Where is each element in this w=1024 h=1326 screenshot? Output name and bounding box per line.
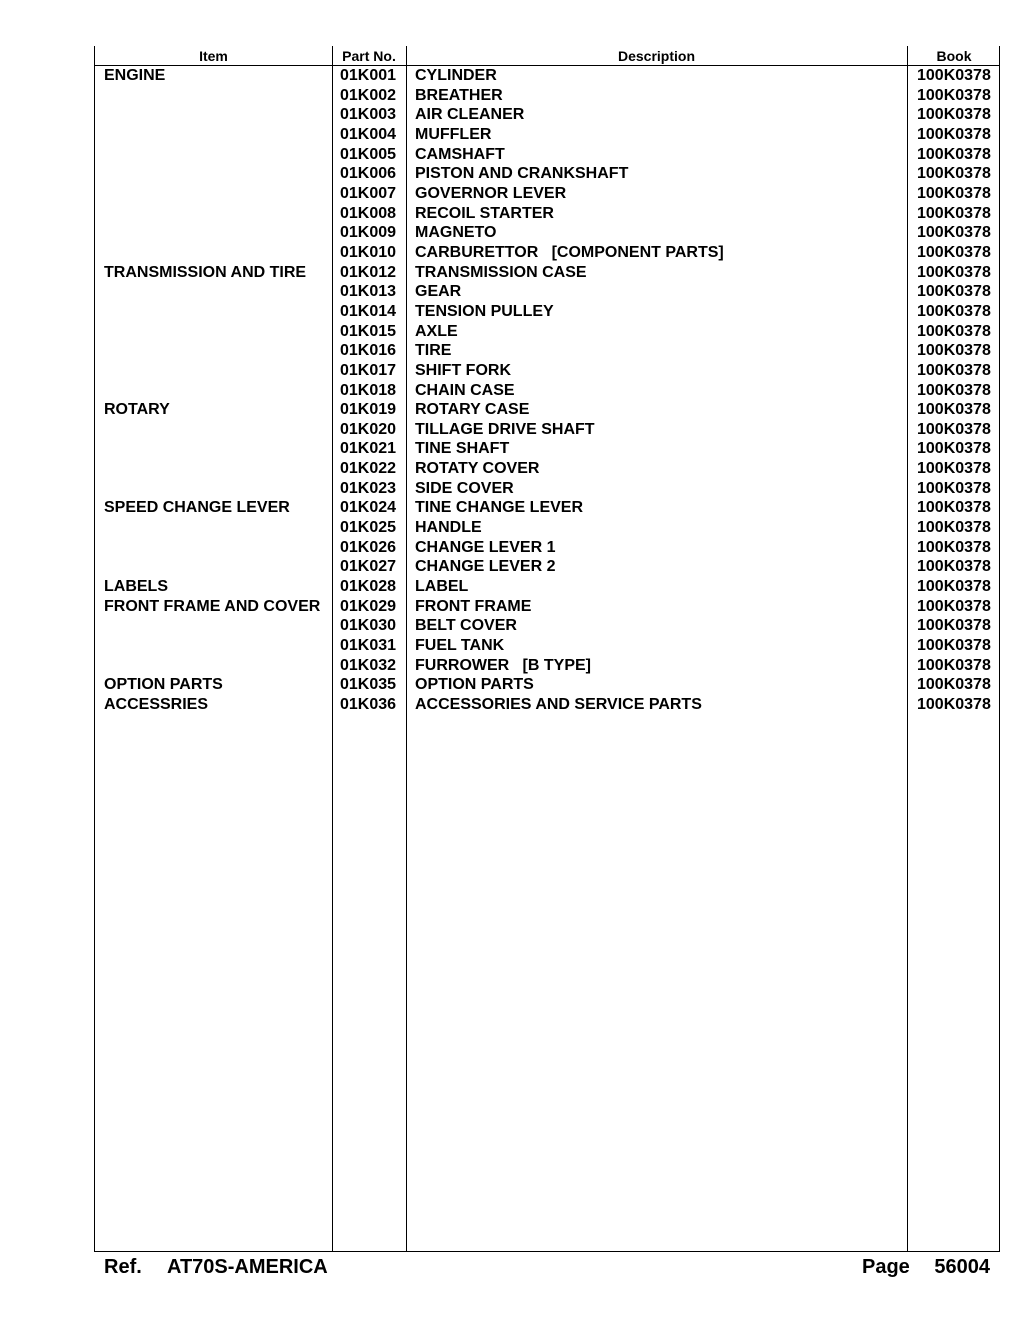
book-cell: 100K0378 (917, 538, 991, 556)
book-cell: 100K0378 (917, 243, 991, 261)
part-number-cell: 01K019 (340, 401, 397, 419)
book-cell: 100K0378 (917, 656, 991, 674)
description-cell: AIR CLEANER (415, 106, 525, 124)
book-cell: 100K0378 (917, 361, 991, 379)
description-cell: OPTION PARTS (415, 676, 534, 694)
part-number-cell: 01K008 (340, 204, 397, 222)
book-cell: 100K0378 (917, 106, 991, 124)
part-number-cell: 01K007 (340, 184, 397, 202)
item-cell: ENGINE (104, 67, 166, 84)
header-item: Item (199, 48, 228, 64)
table-row (95, 695, 999, 715)
part-number-cell: 01K004 (340, 125, 397, 143)
item-cell: ROTARY (104, 401, 170, 419)
book-cell: 100K0378 (917, 381, 991, 399)
parts-index-table (94, 46, 1000, 1252)
item-cell: ACCESSRIES (104, 696, 209, 713)
table-row (95, 577, 999, 597)
description-cell: TRANSMISSION CASE (415, 263, 587, 281)
page-label: Page (862, 1256, 910, 1278)
table-row (95, 204, 999, 224)
item-cell: OPTION PARTS (104, 676, 223, 694)
part-number-cell: 01K018 (340, 381, 397, 399)
table-row (95, 675, 999, 695)
part-number-cell: 01K012 (340, 263, 397, 281)
part-number-cell: 01K021 (340, 440, 397, 458)
description-cell: LABEL (415, 578, 469, 596)
part-number-cell: 01K003 (340, 106, 397, 124)
table-row (95, 597, 999, 617)
book-cell: 100K0378 (917, 637, 991, 655)
book-cell: 100K0378 (917, 558, 991, 576)
part-number-cell: 01K029 (340, 597, 397, 615)
part-number-cell: 01K010 (340, 243, 397, 261)
header-part-no: Part No. (342, 48, 396, 64)
book-cell: 100K0378 (917, 617, 991, 635)
part-number-cell: 01K009 (340, 224, 397, 242)
part-number-cell: 01K020 (340, 420, 397, 438)
table-row (95, 145, 999, 165)
part-number-cell: 01K027 (340, 558, 397, 576)
item-cell: SPEED CHANGE LEVER (104, 499, 290, 517)
book-cell: 100K0378 (917, 204, 991, 222)
book-cell: 100K0378 (917, 283, 991, 301)
table-row (95, 164, 999, 184)
part-number-cell: 01K030 (340, 617, 397, 635)
table-row (95, 381, 999, 401)
table-row (95, 656, 999, 676)
book-cell: 100K0378 (917, 224, 991, 242)
book-cell: 100K0378 (917, 322, 991, 340)
description-cell: GEAR (415, 283, 462, 301)
book-cell: 100K0378 (917, 578, 991, 596)
description-cell: TENSION PULLEY (415, 302, 554, 320)
book-cell: 100K0378 (917, 499, 991, 517)
part-number-cell: 01K028 (340, 578, 397, 596)
table-row (95, 66, 999, 86)
table-row (95, 341, 999, 361)
part-number-cell: 01K001 (340, 67, 397, 84)
table-row (95, 223, 999, 243)
table-row (95, 263, 999, 283)
book-cell: 100K0378 (917, 342, 991, 360)
description-cell: MUFFLER (415, 125, 492, 143)
book-cell: 100K0378 (917, 597, 991, 615)
header-book: Book (936, 48, 972, 64)
part-number-cell: 01K014 (340, 302, 397, 320)
book-cell: 100K0378 (917, 165, 991, 183)
description-cell: ACCESSORIES AND SERVICE PARTS (415, 696, 702, 713)
description-cell: FRONT FRAME (415, 597, 532, 615)
book-cell: 100K0378 (917, 263, 991, 281)
description-cell: BELT COVER (415, 617, 517, 635)
book-cell: 100K0378 (917, 479, 991, 497)
description-cell: ROTATY COVER (415, 460, 540, 478)
book-cell: 100K0378 (917, 401, 991, 419)
item-cell: FRONT FRAME AND COVER (104, 597, 321, 615)
book-cell: 100K0378 (917, 125, 991, 143)
part-number-cell: 01K006 (340, 165, 397, 183)
description-cell: ROTARY CASE (415, 401, 530, 419)
table-row (95, 86, 999, 106)
table-row (95, 459, 999, 479)
table-row (95, 184, 999, 204)
description-cell: SHIFT FORK (415, 361, 511, 379)
part-number-cell: 01K016 (340, 342, 397, 360)
table-row (95, 479, 999, 499)
description-cell: PISTON AND CRANKSHAFT (415, 165, 629, 183)
book-cell: 100K0378 (917, 460, 991, 478)
book-cell: 100K0378 (917, 440, 991, 458)
part-number-cell: 01K024 (340, 499, 397, 517)
ref-label: Ref. (104, 1256, 142, 1278)
part-number-cell: 01K036 (340, 696, 397, 713)
part-number-cell: 01K005 (340, 145, 397, 163)
description-cell: HANDLE (415, 519, 482, 537)
table-row (95, 322, 999, 342)
book-cell: 100K0378 (917, 145, 991, 163)
table-row (95, 243, 999, 263)
book-cell: 100K0378 (917, 86, 991, 104)
item-cell: LABELS (104, 578, 168, 596)
part-number-cell: 01K031 (340, 637, 397, 655)
book-cell: 100K0378 (917, 696, 991, 713)
table-row (95, 282, 999, 302)
table-row (95, 557, 999, 577)
table-body (95, 66, 999, 715)
table-row (95, 616, 999, 636)
table-row (95, 361, 999, 381)
description-cell: TILLAGE DRIVE SHAFT (415, 420, 595, 438)
part-number-cell: 01K032 (340, 656, 397, 674)
part-number-cell: 01K013 (340, 283, 397, 301)
part-number-cell: 01K025 (340, 519, 397, 537)
description-cell: CYLINDER (415, 67, 497, 84)
table-row (95, 439, 999, 459)
table-row (95, 636, 999, 656)
item-cell: TRANSMISSION AND TIRE (104, 263, 307, 281)
book-cell: 100K0378 (917, 184, 991, 202)
table-row (95, 498, 999, 518)
table-row (95, 420, 999, 440)
table-row (95, 538, 999, 558)
table-row (95, 125, 999, 145)
part-number-cell: 01K026 (340, 538, 397, 556)
description-cell: CAMSHAFT (415, 145, 505, 163)
table-row (95, 400, 999, 420)
description-cell: FUEL TANK (415, 637, 505, 655)
description-cell: RECOIL STARTER (415, 204, 554, 222)
book-cell: 100K0378 (917, 519, 991, 537)
ref-value: AT70S-AMERICA (167, 1256, 328, 1278)
part-number-cell: 01K017 (340, 361, 397, 379)
part-number-cell: 01K015 (340, 322, 397, 340)
part-number-cell: 01K022 (340, 460, 397, 478)
table-row (95, 302, 999, 322)
table-header (95, 46, 999, 66)
description-cell: AXLE (415, 322, 458, 340)
part-number-cell: 01K023 (340, 479, 397, 497)
description-cell: TINE SHAFT (415, 440, 510, 458)
description-cell: MAGNETO (415, 224, 497, 242)
description-cell: CHANGE LEVER 1 (415, 538, 556, 556)
description-cell: BREATHER (415, 86, 503, 104)
book-cell: 100K0378 (917, 420, 991, 438)
description-cell: CHANGE LEVER 2 (415, 558, 556, 576)
book-cell: 100K0378 (917, 676, 991, 694)
table-row (95, 105, 999, 125)
description-cell: TIRE (415, 342, 452, 360)
book-cell: 100K0378 (917, 67, 991, 84)
description-cell: CHAIN CASE (415, 381, 515, 399)
description-cell: FURROWER [B TYPE] (415, 656, 591, 674)
header-description: Description (617, 48, 695, 64)
part-number-cell: 01K002 (340, 86, 397, 104)
page-footer (104, 1255, 990, 1279)
description-cell: SIDE COVER (415, 479, 514, 497)
description-cell: TINE CHANGE LEVER (415, 499, 584, 517)
description-cell: GOVERNOR LEVER (415, 184, 567, 202)
part-number-cell: 01K035 (340, 676, 397, 694)
description-cell: CARBURETTOR [COMPONENT PARTS] (415, 243, 724, 261)
table-row (95, 518, 999, 538)
book-cell: 100K0378 (917, 302, 991, 320)
page-number: 56004 (934, 1256, 990, 1278)
